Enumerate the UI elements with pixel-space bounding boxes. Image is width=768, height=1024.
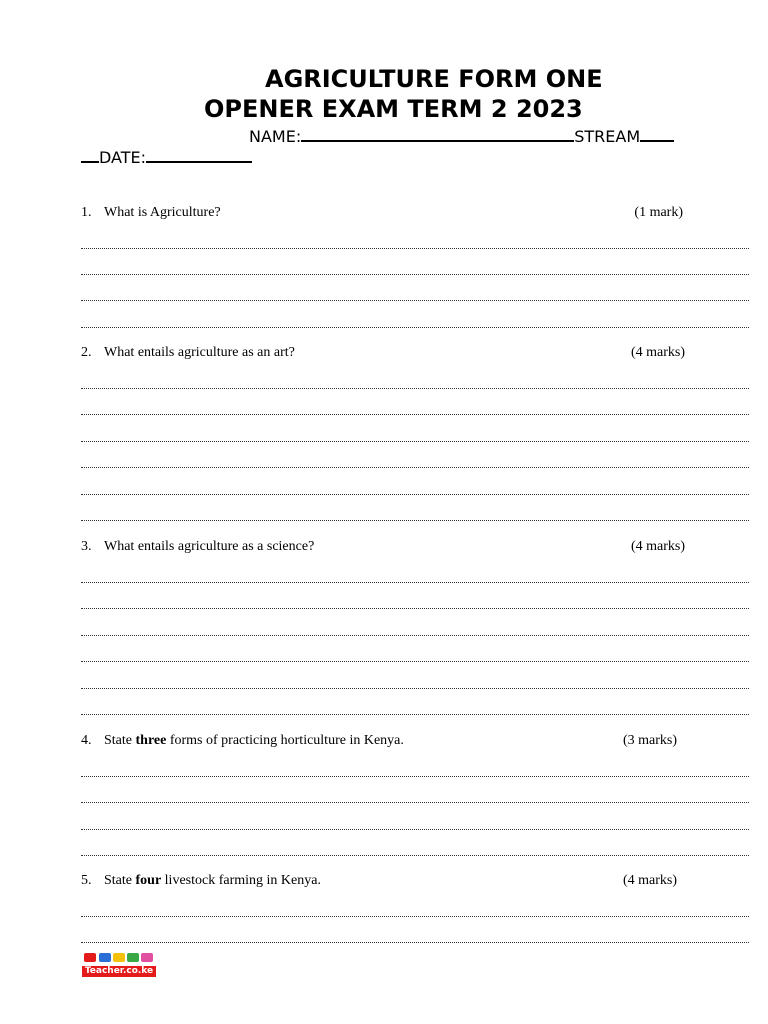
- question-3: [81, 538, 686, 556]
- answer-line[interactable]: [81, 635, 749, 636]
- question-marks: (4 marks): [622, 873, 677, 888]
- answer-line[interactable]: [81, 829, 749, 830]
- answer-line[interactable]: [81, 441, 749, 442]
- question-text: State: [104, 733, 136, 748]
- answer-line[interactable]: [81, 467, 749, 468]
- answer-line[interactable]: [81, 855, 749, 856]
- logo-brick-icon: [84, 953, 96, 962]
- question-number: 2.: [81, 345, 92, 360]
- question-5: [81, 872, 686, 890]
- answer-line[interactable]: [81, 688, 749, 689]
- question-marks: (4 marks): [630, 539, 685, 554]
- exam-title-line1: AGRICULTURE FORM ONE: [265, 65, 603, 93]
- logo-brick-icon: [127, 953, 139, 962]
- question-number: 4.: [81, 733, 92, 748]
- question-emphasis: three: [135, 733, 167, 748]
- question-emphasis: four: [135, 873, 162, 888]
- logo-brick-icon: [113, 953, 125, 962]
- question-marks: (1 mark): [634, 205, 683, 220]
- question-text: What is Agriculture?: [104, 205, 221, 220]
- question-text: What entails agriculture as a science?: [104, 539, 315, 554]
- question-marks: (4 marks): [630, 345, 685, 360]
- question-marks: (3 marks): [622, 733, 677, 748]
- answer-line[interactable]: [81, 388, 749, 389]
- name-stream-row: [249, 126, 674, 147]
- exam-title-line2: OPENER EXAM TERM 2 2023: [204, 95, 583, 123]
- question-1: [81, 204, 686, 222]
- question-number: 3.: [81, 539, 92, 554]
- date-row: [81, 147, 252, 168]
- stream-blank[interactable]: [640, 126, 674, 142]
- answer-line[interactable]: [81, 802, 749, 803]
- answer-line[interactable]: [81, 520, 749, 521]
- answer-line[interactable]: [81, 916, 749, 917]
- answer-line[interactable]: [81, 582, 749, 583]
- question-4: [81, 732, 686, 750]
- question-number: 5.: [81, 873, 92, 888]
- question-text-end: forms of practicing horticulture in Kenya.: [166, 733, 404, 748]
- logo-brick-icon: [141, 953, 153, 962]
- name-label: NAME:: [249, 127, 302, 146]
- question-number: 1.: [81, 205, 92, 220]
- name-blank[interactable]: [301, 126, 574, 142]
- question-text: What entails agriculture as an art?: [104, 345, 295, 360]
- answer-line[interactable]: [81, 414, 749, 415]
- answer-line[interactable]: [81, 661, 749, 662]
- question-text-end: livestock farming in Kenya.: [161, 873, 321, 888]
- question-text: State: [104, 873, 136, 888]
- question-2: [81, 344, 686, 362]
- stream-label: STREAM: [574, 127, 641, 146]
- answer-line[interactable]: [81, 248, 749, 249]
- answer-line[interactable]: [81, 327, 749, 328]
- logo-text: Teacher.co.ke: [82, 966, 156, 977]
- date-label: DATE:: [99, 148, 147, 167]
- answer-line[interactable]: [81, 776, 749, 777]
- logo-brick-icon: [99, 953, 111, 962]
- answer-line[interactable]: [81, 714, 749, 715]
- answer-line[interactable]: [81, 494, 749, 495]
- answer-line[interactable]: [81, 300, 749, 301]
- stream-blank-continued[interactable]: [81, 147, 99, 163]
- answer-line[interactable]: [81, 942, 749, 943]
- teacher-co-ke-logo: [82, 951, 156, 977]
- date-blank[interactable]: [146, 147, 252, 163]
- answer-line[interactable]: [81, 274, 749, 275]
- answer-line[interactable]: [81, 608, 749, 609]
